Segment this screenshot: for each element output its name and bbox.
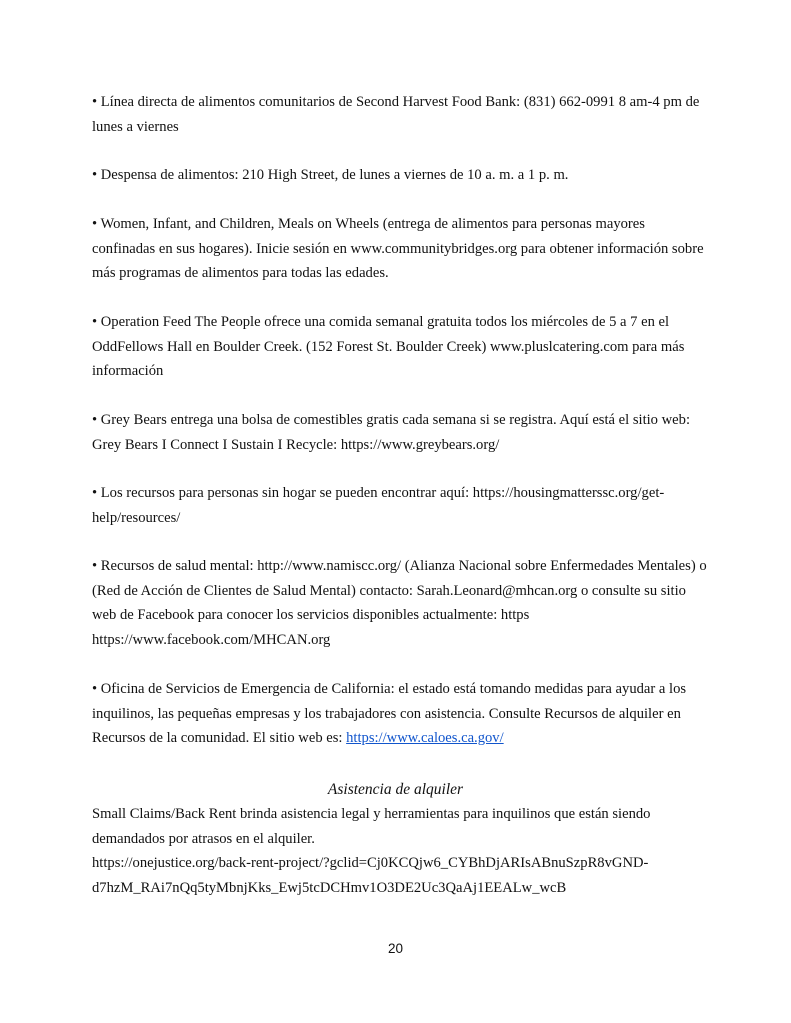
text-line: inquilinos, las pequeñas empresas y los trabajadores con asistencia. Consulte Recursos de alquiler en [92, 705, 681, 722]
text-line-with-link [92, 726, 707, 751]
paragraph-food-pantry [92, 163, 707, 188]
text-line: OddFellows Hall en Boulder Creek. (152 Forest St. Boulder Creek) www.pluslcatering.com para más [92, 338, 685, 355]
text-line: • Women, Infant, and Children, Meals on Wheels (entrega de alimentos para personas mayores [92, 216, 645, 232]
text-line: demandados por atrasos en el alquiler. [92, 830, 315, 847]
text-line: • Recursos de salud mental: http://www.namiscc.org/ (Alianza Nacional sobre Enfermedades Mentales) o [92, 558, 707, 574]
paragraph-back-rent [92, 802, 707, 900]
text-line: (Red de Acción de Clientes de Salud Mental) contacto: Sarah.Leonard@mhcan.org o consulte su sitio [92, 582, 686, 599]
caloes-link[interactable]: https://www.caloes.ca.gov/ [346, 730, 504, 746]
text-line: • Despensa de alimentos: 210 High Street, de lunes a viernes de 10 a. m. a 1 p. m. [92, 167, 569, 183]
page-number: 20 [387, 941, 404, 956]
text-line: Grey Bears I Connect I Sustain I Recycle: https://www.greybears.org/ [92, 436, 500, 453]
text-line: • Los recursos para personas sin hogar se pueden encontrar aquí: https://housingmatterssc.org/get- [92, 485, 665, 501]
text-line: • Oficina de Servicios de Emergencia de California: el estado está tomando medidas para ayudar a los [92, 681, 687, 697]
text-line: web de Facebook para conocer los servicios disponibles actualmente: https [92, 607, 530, 623]
paragraph-homeless-resources [92, 481, 707, 530]
text-line: d7hzM_RAi7nQq5tyMbnjKks_Ewj5tcDCHmv1O3DE2Uc3QaAj1EEALw_wcB [92, 879, 567, 896]
section-heading: Asistencia de alquiler [327, 781, 464, 798]
paragraph-mental-health [92, 554, 707, 652]
text-line: https://www.facebook.com/MHCAN.org [92, 631, 331, 648]
text-line: lunes a viernes [92, 118, 179, 135]
paragraph-caloes [92, 677, 707, 751]
paragraph-operation-feed [92, 310, 707, 384]
text-line: Small Claims/Back Rent brinda asistencia legal y herramientas para inquilinos que están siendo [92, 806, 651, 822]
text-line: • Línea directa de alimentos comunitarios de Second Harvest Food Bank: (831) 662-0991 8 am-4 pm de [92, 94, 700, 110]
text-line: https://onejustice.org/back-rent-project/?gclid=Cj0KCQjw6_CYBhDjARIsABnuSzpR8vGND- [92, 855, 649, 871]
text-line: help/resources/ [92, 509, 181, 526]
paragraph-grey-bears [92, 408, 707, 457]
paragraph-wic-meals-on-wheels [92, 212, 707, 286]
text-line: más programas de alimentos para todas las edades. [92, 265, 389, 281]
text-line: confinadas en sus hogares). Inicie sesión en www.communitybridges.org para obtener información sobre [92, 240, 704, 257]
text-line: • Operation Feed The People ofrece una comida semanal gratuita todos los miércoles de 5 a 7 en el [92, 314, 670, 330]
text-line: • Grey Bears entrega una bolsa de comestibles gratis cada semana si se registra. Aquí está el sitio web: [92, 412, 690, 428]
text-segment: Recursos de la comunidad. El sitio web es: [92, 730, 347, 746]
paragraph-food-hotline [92, 90, 707, 139]
text-line: información [92, 363, 164, 379]
